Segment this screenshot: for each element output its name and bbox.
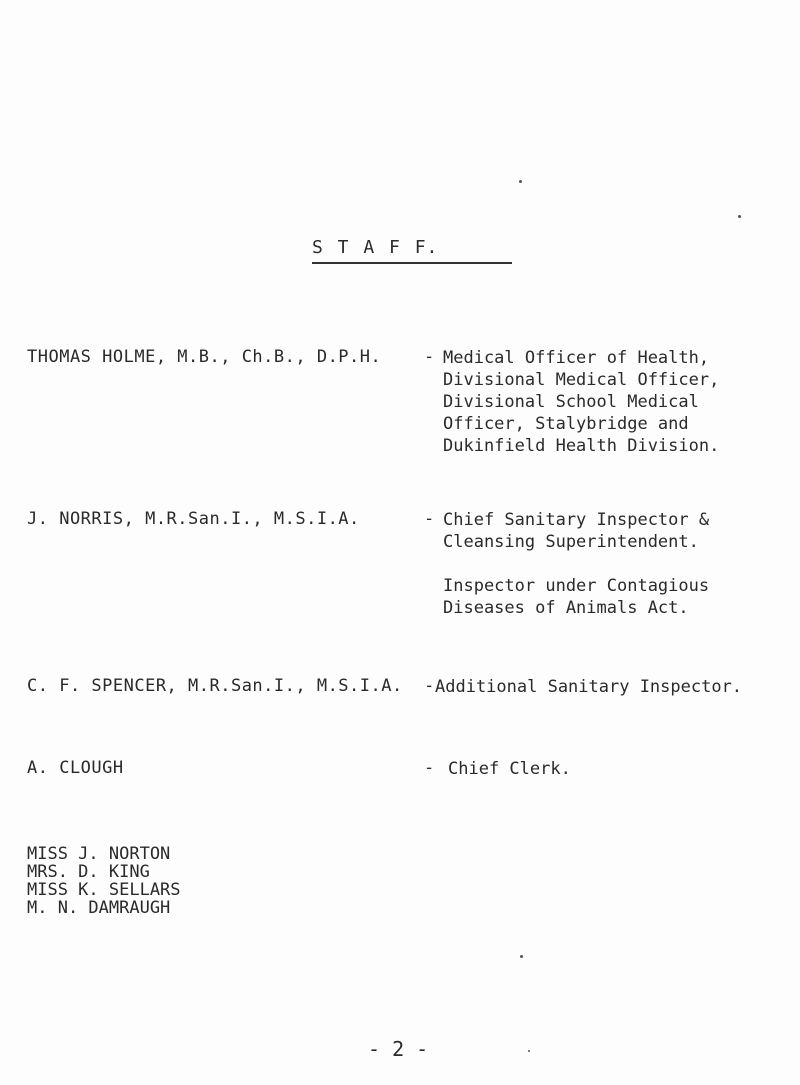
clerk-name: MISS K. SELLARS [27,880,181,900]
page-heading: S T A F F. [312,237,439,258]
role-line [443,553,709,575]
role-line: Additional Sanitary Inspector. [435,677,743,697]
staff-role-norris [443,509,709,619]
clerk-list [27,845,181,917]
role-line: Medical Officer of Health, [443,348,710,368]
staff-role-spencer [435,676,742,698]
role-line: Chief Clerk. [448,759,571,779]
scan-speck [528,1050,530,1052]
role-line: Divisional Medical Officer, [443,370,720,390]
staff-dash: - [424,758,435,778]
staff-name-norris: J. NORRIS, M.R.San.I., M.S.I.A. [27,509,360,529]
scan-speck [519,180,522,183]
scan-speck [520,955,523,958]
staff-role-clough [448,758,571,780]
role-line: Officer, Stalybridge and [443,414,689,434]
scan-speck [738,215,741,218]
role-line: Chief Sanitary Inspector & [443,510,710,530]
staff-dash: - [424,347,435,367]
heading-underline [312,262,512,264]
role-line: Divisional School Medical [443,392,699,412]
staff-dash: - [424,509,435,529]
page-number: - 2 - [368,1037,429,1061]
staff-dash: - [424,676,435,696]
clerk-name: M. N. DAMRAUGH [27,898,171,918]
role-line: Cleansing Superintendent. [443,532,699,552]
staff-name-clough: A. CLOUGH [27,758,124,778]
clerk-name: MRS. D. KING [27,862,150,882]
role-line: Dukinfield Health Division. [443,436,720,456]
staff-role-holme [443,347,719,457]
role-line: Diseases of Animals Act. [443,598,689,618]
clerk-name: MISS J. NORTON [27,844,171,864]
role-line: Inspector under Contagious [443,576,710,596]
staff-name-holme: THOMAS HOLME, M.B., Ch.B., D.P.H. [27,347,382,367]
staff-name-spencer: C. F. SPENCER, M.R.San.I., M.S.I.A. [27,676,403,696]
